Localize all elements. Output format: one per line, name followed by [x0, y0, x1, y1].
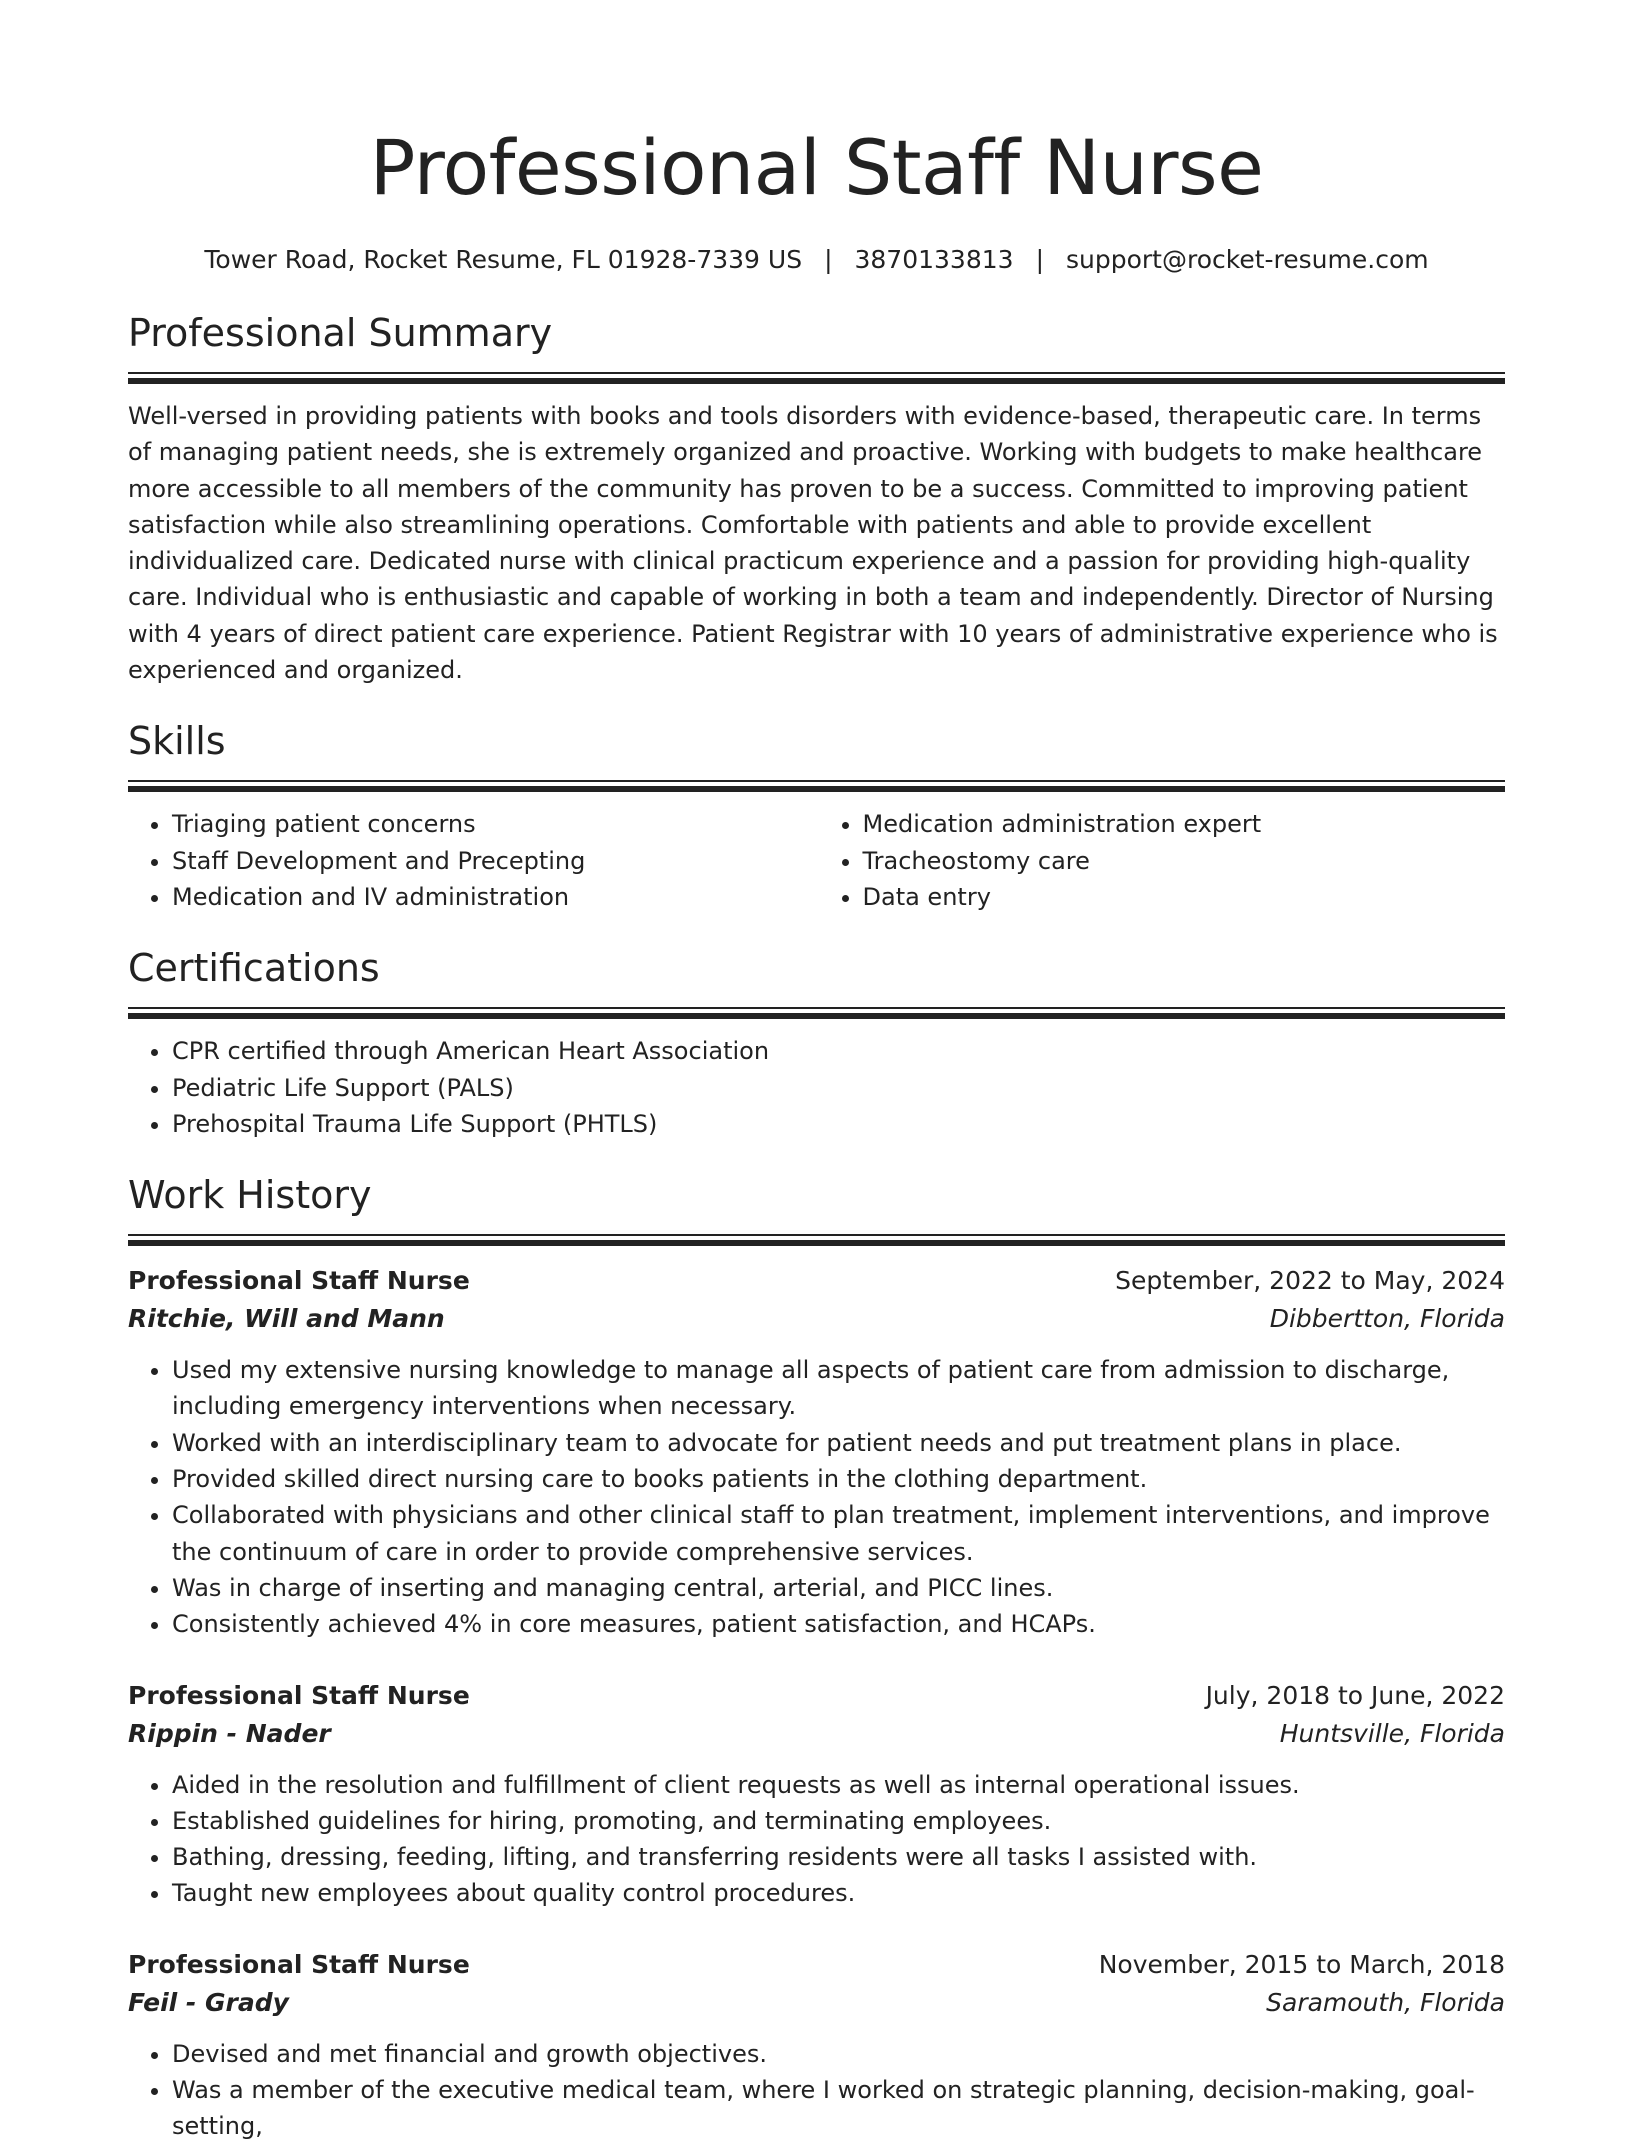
section-divider [128, 1234, 1505, 1246]
contact-email: support@rocket-resume.com [1066, 245, 1429, 274]
job-company-row [128, 1300, 1505, 1338]
section-divider [128, 372, 1505, 384]
skill-item: • Triaging patient concerns [172, 806, 817, 842]
resume-page [128, 118, 1505, 2145]
job-bullets [128, 1767, 1505, 1912]
contact-separator: | [824, 245, 833, 274]
job-entry [128, 1262, 1505, 1642]
resume-name: Professional Staff Nurse [369, 123, 1264, 212]
job-location: Huntsville, Florida [1279, 1718, 1505, 1748]
job-bullets [128, 2036, 1505, 2145]
section-title-skills: Skills [128, 719, 226, 764]
job-location: Saramouth, Florida [1266, 1987, 1505, 2017]
certification-item: • CPR certified through American Heart Association [172, 1033, 1505, 1069]
skills-grid [128, 792, 1505, 915]
job-bullet: • Bathing, dressing, feeding, lifting, and transferring residents were all tasks I assisted with. [172, 1839, 1505, 1875]
job-bullet: • Was in charge of inserting and managing central, arterial, and PICC lines. [172, 1570, 1505, 1606]
job-company-row [128, 1984, 1505, 2022]
job-location: Dibbertton, Florida [1269, 1304, 1505, 1334]
skills-section [128, 718, 1505, 915]
contact-line [128, 240, 1505, 280]
skill-item: • Data entry [863, 879, 1506, 915]
certification-item: • Prehospital Trauma Life Support (PHTLS) [172, 1106, 1505, 1142]
job-dates: November, 2015 to March, 2018 [1098, 1949, 1505, 1979]
job-title: Professional Staff Nurse [128, 1266, 470, 1296]
job-title: Professional Staff Nurse [128, 1680, 470, 1710]
job-company: Rippin - Nader [128, 1718, 331, 1748]
job-bullets [128, 1352, 1505, 1642]
summary-text: Well-versed in providing patients with books and tools disorders with evidence-based, therapeutic care. In terms of managing patient needs, she is extremely organized and proactive. Working with budgets to make healthcare more accessible to all members of the community has proven to be a success. Committed to improving patient satisfaction while also streamlining operations. Comfortable with patients and able to provide excellent individualized care. Dedicated nurse with clinical practicum experience and a passion for providing high-quality care. Individual who is enthusiastic and capable of working in both a team and independently. Director of Nursing with 4 years of direct patient care experience. Patient Registrar with 10 years of administrative experience who is experienced and organized. [128, 402, 1498, 685]
job-bullet: • Aided in the resolution and fulfillment of client requests as well as internal operational issues. [172, 1767, 1505, 1803]
work-history-section [128, 1172, 1505, 2144]
contact-address: Tower Road, Rocket Resume, FL 01928-7339 US [204, 245, 803, 274]
job-bullet: • Collaborated with physicians and other clinical staff to plan treatment, implement interventions, and improve the continuum of care in order to provide comprehensive services. [172, 1497, 1505, 1570]
certifications-section [128, 945, 1505, 1142]
section-title-work-history: Work History [128, 1173, 372, 1218]
job-company: Ritchie, Will and Mann [128, 1304, 445, 1334]
skills-list-left [128, 806, 817, 915]
job-company: Feil - Grady [128, 1987, 289, 2017]
job-bullet: • Taught new employees about quality control procedures. [172, 1875, 1505, 1911]
contact-phone: 3870133813 [854, 245, 1014, 274]
job-header-row [128, 1946, 1505, 1984]
skill-item: • Medication and IV administration [172, 879, 817, 915]
skill-item: • Staff Development and Precepting [172, 843, 817, 879]
section-divider [128, 1007, 1505, 1019]
certification-item: • Pediatric Life Support (PALS) [172, 1070, 1505, 1106]
job-bullet: • Was a member of the executive medical team, where I worked on strategic planning, decision-making, goal-setting, [172, 2072, 1505, 2145]
contact-separator: | [1035, 245, 1044, 274]
skill-item: • Medication administration expert [863, 806, 1506, 842]
job-entry [128, 1946, 1505, 2145]
job-header-row [128, 1262, 1505, 1300]
job-bullet: • Worked with an interdisciplinary team to advocate for patient needs and put treatment plans in place. [172, 1425, 1505, 1461]
job-bullet: • Consistently achieved 4% in core measures, patient satisfaction, and HCAPs. [172, 1606, 1505, 1642]
job-entry [128, 1677, 1505, 1912]
skills-list-right [817, 806, 1506, 915]
job-dates: September, 2022 to May, 2024 [1115, 1266, 1505, 1296]
job-bullet: • Established guidelines for hiring, promoting, and terminating employees. [172, 1803, 1505, 1839]
job-bullet: • Used my extensive nursing knowledge to manage all aspects of patient care from admission to discharge, including emergency interventions when necessary. [172, 1352, 1505, 1425]
job-bullet: • Devised and met financial and growth objectives. [172, 2036, 1505, 2072]
summary-section [128, 310, 1505, 688]
section-title-summary: Professional Summary [128, 311, 553, 355]
section-divider [128, 780, 1505, 792]
job-header-row [128, 1677, 1505, 1715]
section-title-certifications: Certifications [128, 946, 380, 991]
job-company-row [128, 1715, 1505, 1753]
job-title: Professional Staff Nurse [128, 1949, 470, 1979]
skill-item: • Tracheostomy care [863, 843, 1506, 879]
certifications-list [128, 1033, 1505, 1142]
job-dates: July, 2018 to June, 2022 [1205, 1680, 1505, 1710]
job-bullet: • Provided skilled direct nursing care to books patients in the clothing department. [172, 1461, 1505, 1497]
